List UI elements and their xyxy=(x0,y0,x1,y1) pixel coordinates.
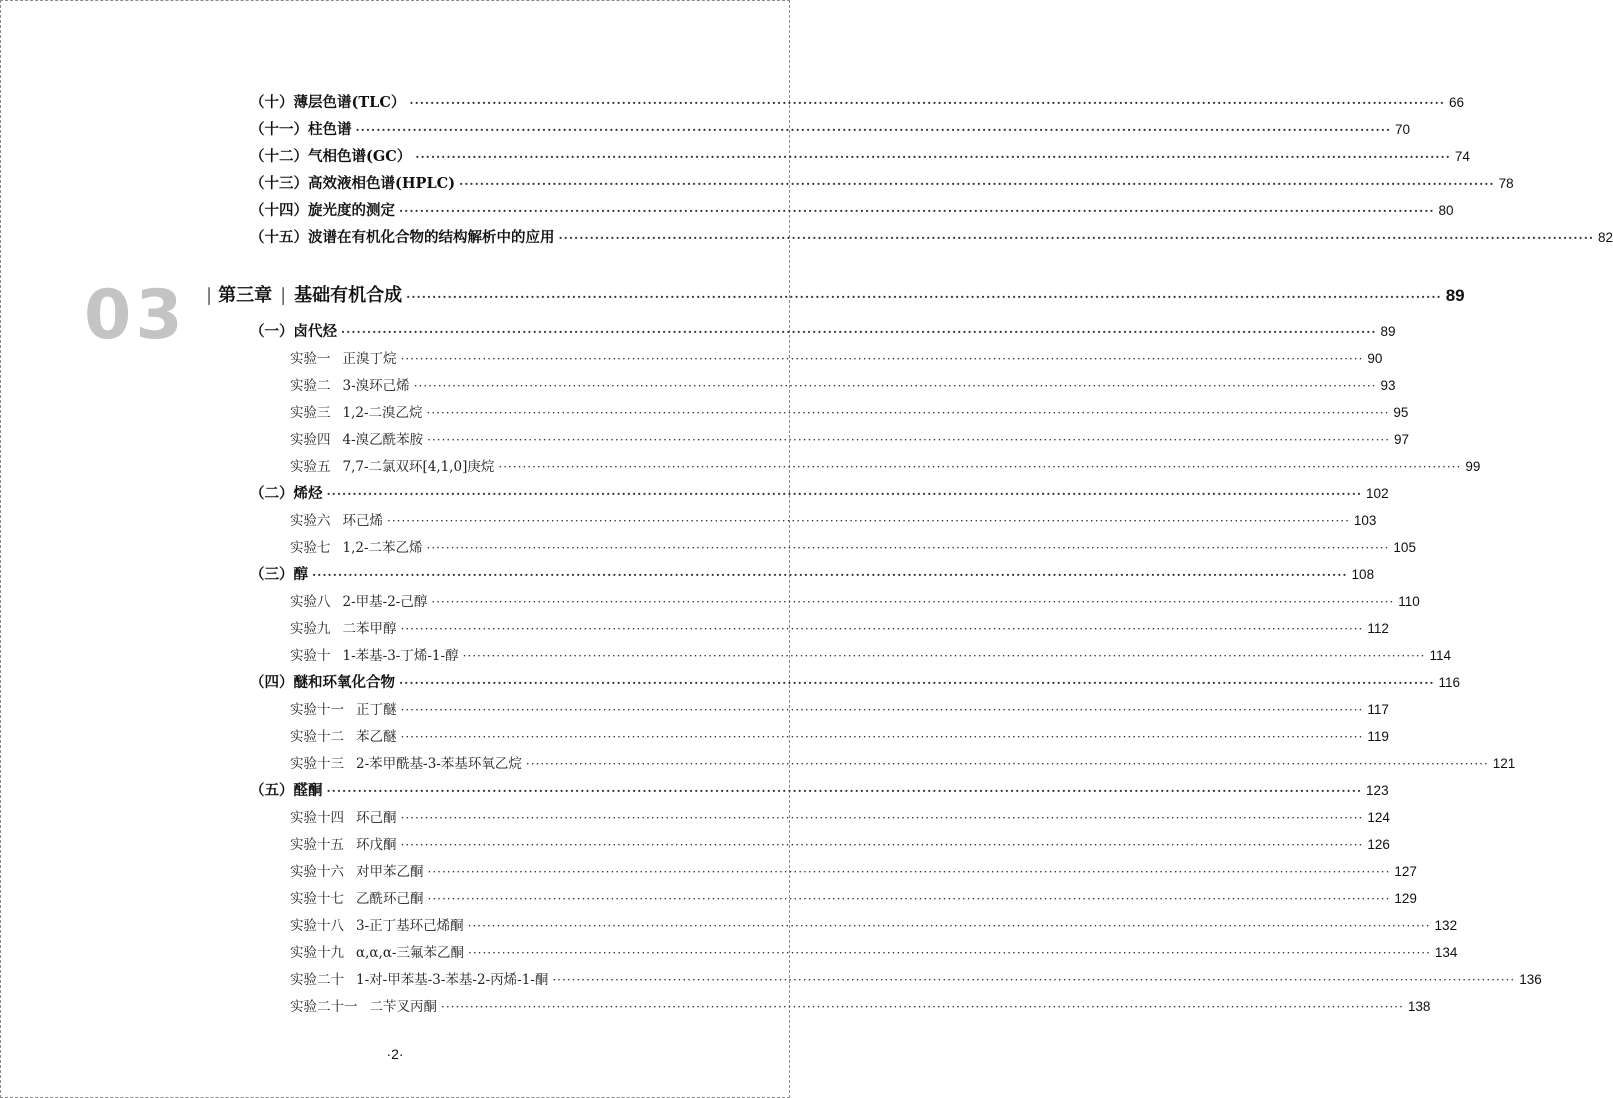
toc-page-number: 123 xyxy=(1366,783,1389,798)
toc-section-entry[interactable] xyxy=(250,226,1613,246)
toc-experiment-entry[interactable] xyxy=(290,455,1481,475)
toc-page-number: 93 xyxy=(1380,378,1396,393)
experiment-title: 3-正丁基环己烯酮 xyxy=(356,918,464,934)
toc-experiment-entry[interactable] xyxy=(290,806,1390,826)
toc-page-number: 114 xyxy=(1429,648,1451,663)
experiment-number: 实验十六 xyxy=(290,864,344,880)
toc-experiment-entry[interactable] xyxy=(290,833,1390,853)
dot-leader: ········································································································································································································ xyxy=(427,865,1391,879)
toc-experiment-entry[interactable] xyxy=(290,968,1542,988)
experiment-number: 实验二十 xyxy=(290,972,344,988)
experiment-title: 2-甲基-2-己醇 xyxy=(342,594,428,610)
toc-section-label: （五）醛酮 xyxy=(250,782,323,799)
experiment-number: 实验十四 xyxy=(290,810,344,826)
toc-section-label: （二）烯烃 xyxy=(250,485,323,502)
toc-experiment-entry[interactable] xyxy=(290,698,1389,718)
toc-page-number: 105 xyxy=(1393,540,1416,555)
toc-experiment-entry[interactable] xyxy=(290,887,1417,907)
experiment-title: 1,2-二苯乙烯 xyxy=(342,540,423,556)
dot-leader: ········································································································································································································ xyxy=(326,487,1363,501)
toc-page-number: 80 xyxy=(1438,203,1454,218)
experiment-title: 正丁醚 xyxy=(356,702,397,718)
toc-page-number: 117 xyxy=(1367,702,1389,717)
experiment-number: 实验十二 xyxy=(290,729,344,745)
toc-section-label: （十三）高效液相色谱(HPLC) xyxy=(250,175,456,192)
chapter-subtitle: 基础有机合成 xyxy=(294,285,403,306)
experiment-number: 实验二十一 xyxy=(290,999,358,1015)
toc-experiment-entry[interactable] xyxy=(290,401,1409,421)
experiment-title: 2-苯甲酰基-3-苯基环氧乙烷 xyxy=(356,756,522,772)
toc-page-number: 138 xyxy=(1407,999,1431,1014)
toc-experiment-entry[interactable] xyxy=(290,914,1458,934)
toc-section-label: （十五）波谱在有机化合物的结构解析中的应用 xyxy=(250,229,555,246)
dot-leader: ········································································································································································································ xyxy=(413,379,1377,393)
experiment-number: 实验十七 xyxy=(290,891,344,907)
toc-experiment-entry[interactable] xyxy=(290,428,1410,448)
toc-page-number: 66 xyxy=(1448,95,1464,110)
dot-leader: ········································································································································································································ xyxy=(355,123,1392,137)
toc-experiment-entry[interactable] xyxy=(290,725,1389,745)
experiment-title: 乙酰环己酮 xyxy=(356,891,424,907)
toc-experiment-entry[interactable] xyxy=(290,617,1389,637)
experiment-title: 3-溴环己烯 xyxy=(342,378,410,394)
toc-experiment-entry[interactable] xyxy=(290,752,1516,772)
dot-leader: ········································································································································································································ xyxy=(552,973,1516,987)
experiment-title: 二苄叉丙酮 xyxy=(369,999,437,1015)
toc-page-number: 136 xyxy=(1519,972,1542,987)
experiment-number: 实验八 xyxy=(290,594,331,610)
experiment-number: 实验十一 xyxy=(290,702,344,718)
experiment-title: α,α,α-三氟苯乙酮 xyxy=(356,945,464,961)
footer-page-number: ·2· xyxy=(386,1046,404,1062)
dot-leader: ········································································································································································································ xyxy=(400,811,1364,825)
toc-section-label: （十一）柱色谱 xyxy=(250,121,352,138)
dot-leader: ········································································································································································································ xyxy=(426,406,1390,420)
dot-leader: ········································································································································································································ xyxy=(441,1000,1404,1014)
divider: | xyxy=(280,285,287,306)
toc-experiment-entry[interactable] xyxy=(290,374,1396,394)
dot-leader: ········································································································································································································ xyxy=(406,290,1442,304)
toc-experiment-entry[interactable] xyxy=(290,995,1431,1015)
chapter-number-graphic: 03 xyxy=(84,276,187,355)
experiment-title: 环己烯 xyxy=(342,513,383,529)
dot-leader: ········································································································································································································ xyxy=(558,231,1595,245)
toc-page-number: 121 xyxy=(1492,756,1516,771)
experiment-title: 1,2-二溴乙烷 xyxy=(342,405,423,421)
chapter-title: 第三章 xyxy=(218,285,273,306)
experiment-title: 苯乙醚 xyxy=(356,729,397,745)
toc-section-entry[interactable] xyxy=(250,199,1454,219)
dot-leader: ········································································································································································································ xyxy=(400,730,1364,744)
toc-page-number: 102 xyxy=(1366,486,1389,501)
experiment-number: 实验十三 xyxy=(290,756,344,772)
toc-page-number: 126 xyxy=(1367,837,1390,852)
toc-section-entry[interactable] xyxy=(250,671,1461,691)
experiment-title: 环戊酮 xyxy=(356,837,397,853)
dot-leader: ········································································································································································································ xyxy=(498,460,1462,474)
experiment-title: 4-溴乙酰苯胺 xyxy=(342,432,424,448)
dot-leader: ········································································································································································································ xyxy=(400,703,1364,717)
dot-leader: ········································································································································································································ xyxy=(399,204,1435,218)
toc-experiment-entry[interactable] xyxy=(290,941,1458,961)
dot-leader: ········································································································································································································ xyxy=(462,649,1426,663)
toc-section-label: （四）醚和环氧化合物 xyxy=(250,674,395,691)
dot-leader: ········································································································································································································ xyxy=(399,676,1435,690)
dot-leader: ········································································································································································································ xyxy=(467,919,1431,933)
toc-section-entry[interactable] xyxy=(250,563,1375,583)
toc-experiment-entry[interactable] xyxy=(290,644,1451,664)
dot-leader: ········································································································································································································ xyxy=(400,622,1364,636)
divider: | xyxy=(206,285,213,306)
toc-section-entry[interactable] xyxy=(250,482,1389,502)
toc-page-number: 89 xyxy=(1445,286,1465,305)
toc-page-number: 70 xyxy=(1395,122,1411,137)
toc-section-entry[interactable] xyxy=(250,172,1514,192)
experiment-number: 实验一 xyxy=(290,351,331,367)
experiment-title: 二苯甲醇 xyxy=(342,621,397,637)
experiment-number: 实验四 xyxy=(290,432,331,448)
experiment-number: 实验三 xyxy=(290,405,331,421)
experiment-title: 对甲苯乙酮 xyxy=(356,864,424,880)
experiment-number: 实验十八 xyxy=(290,918,344,934)
toc-section-entry[interactable] xyxy=(250,91,1464,111)
dot-leader: ········································································································································································································ xyxy=(459,177,1495,191)
toc-page-number: 95 xyxy=(1393,405,1409,420)
dot-leader: ········································································································································································································ xyxy=(525,757,1489,771)
toc-page-number: 132 xyxy=(1434,918,1458,933)
toc-page-number: 112 xyxy=(1367,621,1389,636)
toc-experiment-entry[interactable] xyxy=(290,590,1420,610)
dot-leader: ········································································································································································································ xyxy=(427,433,1391,447)
toc-section-entry[interactable] xyxy=(250,320,1396,340)
dot-leader: ········································································································································································································ xyxy=(415,150,1451,164)
dot-leader: ········································································································································································································ xyxy=(400,352,1364,366)
dot-leader: ········································································································································································································ xyxy=(431,595,1395,609)
dot-leader: ········································································································································································································ xyxy=(409,96,1445,110)
toc-page-number: 99 xyxy=(1465,459,1481,474)
toc-section-entry[interactable] xyxy=(250,118,1411,138)
toc-page-number: 103 xyxy=(1353,513,1377,528)
experiment-number: 实验六 xyxy=(290,513,331,529)
experiment-title: 7,7-二氯双环[4,1,0]庚烷 xyxy=(342,459,495,475)
dot-leader: ········································································································································································································ xyxy=(387,514,1350,528)
toc-page-number: 90 xyxy=(1367,351,1383,366)
toc-page-number: 119 xyxy=(1367,729,1389,744)
experiment-number: 实验二 xyxy=(290,378,331,394)
experiment-number: 实验五 xyxy=(290,459,331,475)
dot-leader: ········································································································································································································ xyxy=(400,838,1364,852)
dot-leader: ········································································································································································································ xyxy=(341,325,1377,339)
experiment-title: 正溴丁烷 xyxy=(342,351,397,367)
toc-section-label: （十二）气相色谱(GC） xyxy=(250,148,412,165)
toc-page-number: 78 xyxy=(1498,176,1514,191)
toc-page-number: 89 xyxy=(1380,324,1396,339)
experiment-number: 实验十 xyxy=(290,648,331,664)
experiment-title: 1-苯基-3-丁烯-1-醇 xyxy=(342,648,459,664)
toc-section-label: （十四）旋光度的测定 xyxy=(250,202,395,219)
toc-page-number: 124 xyxy=(1367,810,1390,825)
dot-leader: ········································································································································································································ xyxy=(326,784,1363,798)
toc-chapter-entry[interactable] xyxy=(206,281,1465,307)
toc-page-number: 110 xyxy=(1398,594,1420,609)
experiment-title: 环己酮 xyxy=(356,810,397,826)
toc-page-number: 127 xyxy=(1394,864,1417,879)
toc-section-entry[interactable] xyxy=(250,145,1470,165)
toc-experiment-entry[interactable] xyxy=(290,536,1416,556)
toc-page-number: 129 xyxy=(1394,891,1417,906)
toc-section-label: （一）卤代烃 xyxy=(250,323,337,340)
toc-page-number: 108 xyxy=(1351,567,1375,582)
experiment-title: 1-对-甲苯基-3-苯基-2-丙烯-1-酮 xyxy=(356,972,549,988)
toc-section-label: （三）醇 xyxy=(250,566,308,583)
toc-page-number: 97 xyxy=(1394,432,1410,447)
toc-section-entry[interactable] xyxy=(250,779,1389,799)
toc-experiment-entry[interactable] xyxy=(290,347,1383,367)
dot-leader: ········································································································································································································ xyxy=(312,568,1348,582)
experiment-number: 实验七 xyxy=(290,540,331,556)
toc-experiment-entry[interactable] xyxy=(290,509,1377,529)
experiment-number: 实验十五 xyxy=(290,837,344,853)
toc-page-number: 82 xyxy=(1598,230,1613,245)
toc-page-number: 116 xyxy=(1438,675,1461,690)
dot-leader: ········································································································································································································ xyxy=(426,541,1390,555)
dot-leader: ········································································································································································································ xyxy=(427,892,1391,906)
toc-page-number: 134 xyxy=(1434,945,1458,960)
experiment-number: 实验十九 xyxy=(290,945,344,961)
toc-section-label: （十）薄层色谱(TLC） xyxy=(250,94,406,111)
toc-page-number: 74 xyxy=(1454,149,1470,164)
toc-experiment-entry[interactable] xyxy=(290,860,1417,880)
experiment-number: 实验九 xyxy=(290,621,331,637)
dot-leader: ········································································································································································································ xyxy=(468,946,1431,960)
